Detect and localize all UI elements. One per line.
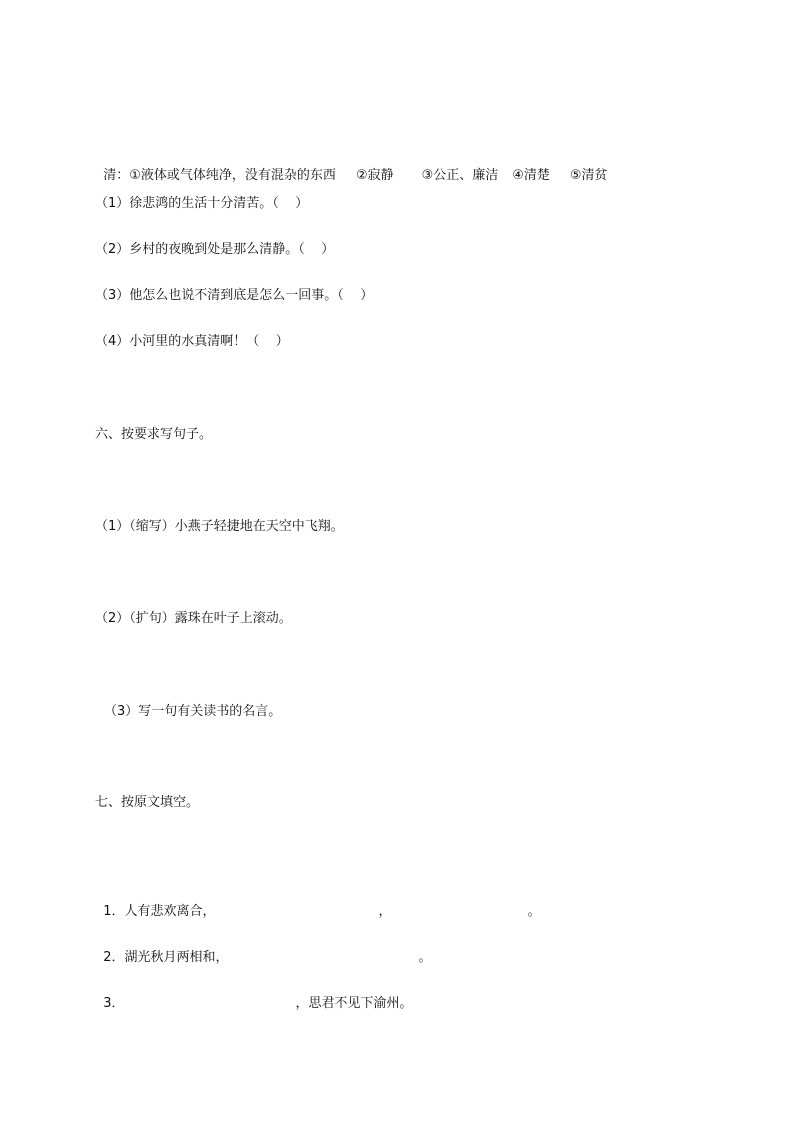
fill-item-3 bbox=[95, 977, 413, 1013]
definition-row bbox=[95, 149, 608, 185]
fill-item-1 bbox=[95, 885, 541, 921]
choice-item-1: （1）徐悲鸿的生活十分清苦。（ ） bbox=[95, 196, 309, 211]
meaning-2: ②寂静 bbox=[355, 168, 394, 183]
section-6-item-1: （1）（缩写）小燕子轻捷地在天空中飞翔。 bbox=[95, 519, 344, 534]
section-6-title: 六、按要求写句子。 bbox=[95, 427, 213, 442]
choice-item-3: （3）他怎么也说不清到底是怎么一回事。（ ） bbox=[95, 288, 374, 303]
choice-item-4: （4）小河里的水真清啊！（ ） bbox=[95, 334, 289, 349]
choice-item-2: （2）乡村的夜晚到处是那么清静。（ ） bbox=[95, 242, 335, 257]
meaning-1: ①液体或气体纯净，没有混杂的东西 bbox=[129, 168, 336, 183]
fill-item-1-suffix: 。 bbox=[527, 904, 541, 919]
meaning-5: ⑤清贫 bbox=[569, 168, 608, 183]
fill-item-1-middle: ， bbox=[378, 904, 392, 919]
fill-item-3-suffix: ，思君不见下渝州。 bbox=[295, 996, 413, 1011]
section-7-title: 七、按原文填空。 bbox=[95, 795, 200, 810]
fill-item-1-prefix: 1．人有悲欢离合， bbox=[103, 904, 216, 919]
section-6-item-3: （3）写一句有关读书的名言。 bbox=[104, 704, 282, 719]
fill-item-2 bbox=[95, 931, 432, 967]
section-6-item-2: （2）（扩句）露珠在叶子上滚动。 bbox=[95, 611, 292, 626]
definition-head: 清： bbox=[103, 168, 130, 183]
meaning-3: ③公正、廉洁 bbox=[421, 168, 499, 183]
fill-item-2-prefix: 2．湖光秋月两相和， bbox=[103, 950, 229, 965]
meaning-4: ④清楚 bbox=[512, 168, 550, 183]
fill-item-2-suffix: 。 bbox=[418, 950, 432, 965]
fill-item-3-prefix: 3． bbox=[103, 996, 125, 1011]
